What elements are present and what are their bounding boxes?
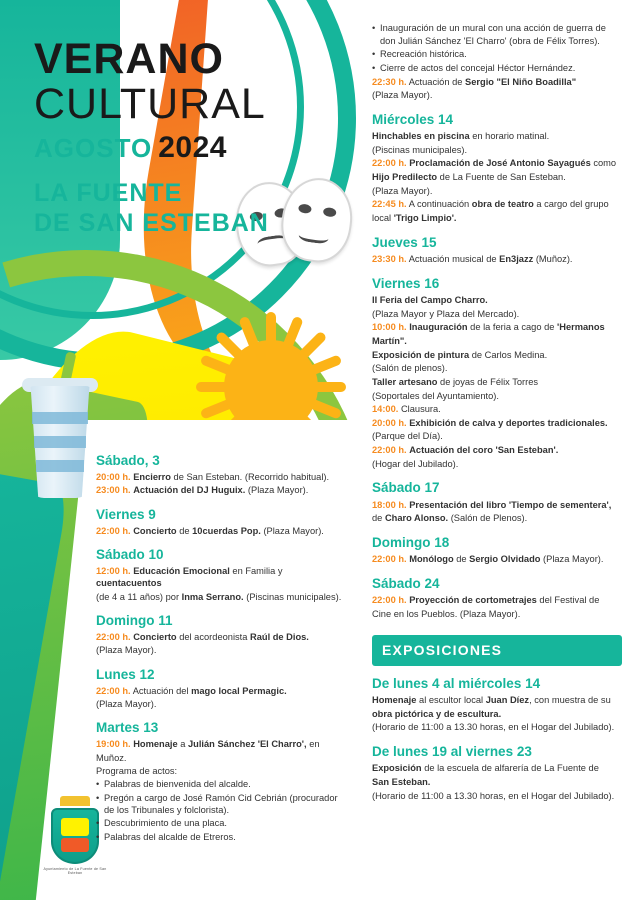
event-time: 22:45 h. [372,199,407,210]
event-text: (Plaza Mayor). [96,699,157,709]
event-text: Actuación musical de [406,254,500,265]
program-line [372,89,622,102]
program-line [372,512,622,525]
program-line [96,738,346,750]
event-highlight: Exposición [372,763,422,774]
day-heading: Martes 13 [96,720,159,736]
exposition-entry [372,675,622,734]
program-line [372,76,622,89]
program-line [372,417,622,430]
program-line [372,362,622,375]
event-text: en Familia y [229,565,283,576]
event-text: (Horario de 11:00 a 13.30 horas, en el Hogar del Jubilado). [372,790,615,801]
drink-cup-icon [18,352,104,502]
event-text: Clausura. [398,404,441,415]
title-month: AGOSTO [34,133,153,164]
event-text: de Carlos Medina. [469,349,548,360]
event-text: (de 4 a 11 años) por [96,591,182,602]
event-time: 22:00 h. [96,685,131,696]
event-time: 20:00 h. [96,471,131,482]
program-bullets [96,778,346,843]
event-text: en horario matinal. [469,131,550,142]
program-line [372,349,622,362]
program-line [372,594,622,607]
event-highlight: 'Hermanos [557,322,605,333]
event-time: 23:30 h. [372,254,407,265]
event-text: en [306,739,320,750]
event-text: (Soportales del Ayuntamiento). [372,390,499,401]
event-highlight: En3jazz [499,254,534,265]
event-highlight: Juan Díez [485,695,530,706]
event-highlight: Actuación del DJ Huguix. [133,485,246,496]
program-line [372,171,622,184]
program-line [96,752,346,764]
event-text: de [372,513,385,524]
event-highlight: Hijo Predilecto [372,172,438,183]
continuation-extra-lines [372,76,622,102]
event-highlight: Inauguración [409,322,468,333]
program-line [372,694,622,707]
event-highlight: Sergio Olvidado [469,554,541,565]
event-highlight: Taller artesano [372,376,438,387]
event-highlight: Julián Sánchez 'El Charro', [188,739,307,750]
program-line [372,144,622,157]
event-text: (Plaza Mayor). [540,554,604,565]
program-line [372,553,622,566]
event-time: 22:00 h. [372,158,407,169]
event-highlight: Educación Emocional [133,565,230,576]
continuation-bullets [372,22,622,75]
event-time: 22:00 h. [372,554,407,565]
event-highlight: cuentacuentos [96,578,162,589]
event-time: 20:00 h. [372,417,407,428]
event-highlight: obra pictórica y de escultura. [372,708,502,719]
title-verano: VERANO [34,35,224,83]
event-text: local [372,213,394,224]
event-text: de [453,554,470,565]
crest-caption: Ayuntamiento de La Fuente de San Esteban [43,867,107,875]
program-line [372,444,622,457]
program-line [372,294,622,307]
event-text: (Plaza Mayor y Plaza del Mercado). [372,308,520,319]
event-text: (Plaza Mayor). [372,185,433,196]
event-highlight: Proclamación de José Antonio Sayagués [409,158,591,169]
program-line [96,685,346,697]
event-text: (Muñoz). [533,254,573,265]
list-item: • Palabras de bienvenida del alcalde. [96,778,346,790]
event-text: a [177,739,188,750]
poster-title-block [34,35,354,238]
event-time: 22:00 h. [372,595,407,606]
exposition-entry [372,743,622,802]
event-text: como [590,158,617,169]
program-line [96,565,346,590]
program-line [372,198,622,211]
event-highlight: Exhibición de calva y deportes tradicionales. [409,417,608,428]
program-line [372,335,622,348]
event-highlight: II Feria del Campo Charro. [372,295,488,306]
event-text: Actuación del [130,685,192,696]
list-item: • Descubrimiento de una placa. [96,817,346,829]
event-highlight: Concierto [133,525,177,536]
program-line [372,776,622,789]
event-highlight: Encierro [133,471,171,482]
day-heading: Domingo 11 [96,613,173,629]
event-text: , con muestra de su [529,695,611,706]
event-highlight: Concierto [133,631,177,642]
list-item: • Palabras del alcalde de Etreros. [96,831,346,843]
title-year: 2024 [158,131,227,165]
program-line [372,130,622,143]
event-highlight: Sergio "El Niño Boadilla" [465,76,577,87]
day-heading: Viernes 9 [96,506,156,522]
event-time: 12:00 h. [96,565,131,576]
exposition-dates: De lunes 4 al miércoles 14 [372,675,541,691]
event-time: 23:00 h. [96,485,131,496]
list-item: • Inauguración de un mural con una acción de guerra de don Julián Sánchez 'El Charro' (obra de Félix Torres). [372,22,622,47]
event-highlight: Monólogo [409,554,454,565]
program-line [372,608,622,621]
day-heading: Miércoles 14 [372,111,454,127]
program-line [372,430,622,443]
event-text: (Hogar del Jubilado). [372,458,459,469]
event-time: 10:00 h. [372,322,407,333]
event-highlight: Raúl de Dios. [250,631,309,642]
event-highlight: 10cuerdas Pop. [192,525,261,536]
program-line [372,458,622,471]
program-line [372,790,622,803]
event-text: de joyas de Félix Torres [437,376,539,387]
right-program-column [372,22,622,803]
program-line [96,631,346,643]
event-highlight: Martín". [372,335,407,346]
program-line [96,484,346,496]
program-line [372,762,622,775]
program-line [372,721,622,734]
event-text: (Plaza Mayor). [372,90,433,101]
event-text: Muñoz. [96,752,127,763]
event-time: 19:00 h. [96,739,131,750]
list-item: • Pregón a cargo de José Ramón Cid Cebrián (procurador de los Tribunales y folclorista). [96,792,346,817]
event-time: 18:00 h. [372,499,407,510]
event-text: Actuación de [406,76,466,87]
event-highlight: Hinchables en piscina [372,131,470,142]
program-line [96,644,346,656]
event-highlight: Inma Serrano. [181,591,244,602]
program-line [372,212,622,225]
event-highlight: 'Trigo Limpio'. [393,213,457,224]
program-line [372,499,622,512]
program-line [372,253,622,266]
event-text: (Salón de Plenos). [448,513,528,524]
expositions-list [372,675,622,803]
event-text: de la escuela de alfarería de La Fuente de [421,763,599,774]
event-text: (Plaza Mayor). [96,645,157,656]
event-highlight: mago local Permagic. [191,685,287,696]
day-heading: Sábado 10 [96,546,164,562]
event-text: (Horario de 11:00 a 13.30 horas, en el Hogar del Jubilado). [372,722,615,733]
event-highlight: Homenaje [133,739,178,750]
event-text: de la feria a cago de [467,322,558,333]
program-line [372,185,622,198]
right-program-list [372,111,622,621]
event-highlight: San Esteban. [372,776,431,787]
left-program-list [96,452,346,844]
event-time: 22:00 h. [96,525,131,536]
program-line [372,390,622,403]
event-text: Cine en los Pueblos. (Plaza Mayor). [372,609,521,620]
program-line [372,321,622,334]
event-time: 22:00 h. [372,445,407,456]
event-text: (Piscinas municipales). [372,144,468,155]
program-line [372,403,622,416]
day-heading: Lunes 12 [96,666,155,682]
event-text: de La Fuente de San Esteban. [437,172,566,183]
event-highlight: Actuación del coro 'San Esteban'. [409,445,559,456]
day-heading: Sábado 17 [372,480,440,496]
event-highlight: obra de teatro [471,199,534,210]
event-text: Programa de actos: [96,766,178,777]
event-text: A continuación [406,199,472,210]
event-text: (Plaza Mayor). [260,525,324,536]
program-line [96,471,346,483]
event-text: de [176,525,193,536]
exposition-dates: De lunes 19 al viernes 23 [372,743,532,759]
event-highlight: Charo Alonso. [384,513,449,524]
program-line [96,698,346,710]
day-heading: Sábado, 3 [96,453,160,468]
event-time: 14:00. [372,404,399,415]
day-heading: Domingo 18 [372,535,450,551]
event-text: a cargo del grupo [533,199,609,210]
program-line [96,525,346,537]
event-text: del Festival de [536,595,600,606]
event-highlight: Homenaje [372,695,417,706]
expositions-header: EXPOSICIONES [372,635,622,666]
program-line [372,376,622,389]
event-text: de San Esteban. (Recorrido habitual). [170,471,330,482]
event-text: (Salón de plenos). [372,363,448,374]
event-text: del acordeonista [176,631,250,642]
list-item: • Recreación histórica. [372,48,622,61]
event-text: al escultor local [416,695,486,706]
event-text: (Piscinas municipales). [243,591,342,602]
program-line [372,708,622,721]
list-item: • Cierre de actos del concejal Héctor Hernández. [372,62,622,75]
event-highlight: Proyección de cortometrajes [409,595,537,606]
day-heading: Viernes 16 [372,275,440,291]
title-cultural: CULTURAL [34,80,266,128]
program-line [372,308,622,321]
event-time: 22:00 h. [96,631,131,642]
program-line [96,591,346,603]
day-heading: Sábado 24 [372,576,440,592]
event-text: (Parque del Día). [372,431,443,442]
program-line [96,765,346,777]
event-time: 22:30 h. [372,76,407,87]
event-highlight: Exposición de pintura [372,349,470,360]
title-place-line2: DE SAN ESTEBAN [34,208,269,237]
event-highlight: Presentación del libro 'Tiempo de sementera', [409,499,612,510]
day-heading: Jueves 15 [372,234,437,250]
event-text: (Plaza Mayor). [245,485,309,496]
program-line [372,157,622,170]
title-place-line1: LA FUENTE [34,179,183,208]
